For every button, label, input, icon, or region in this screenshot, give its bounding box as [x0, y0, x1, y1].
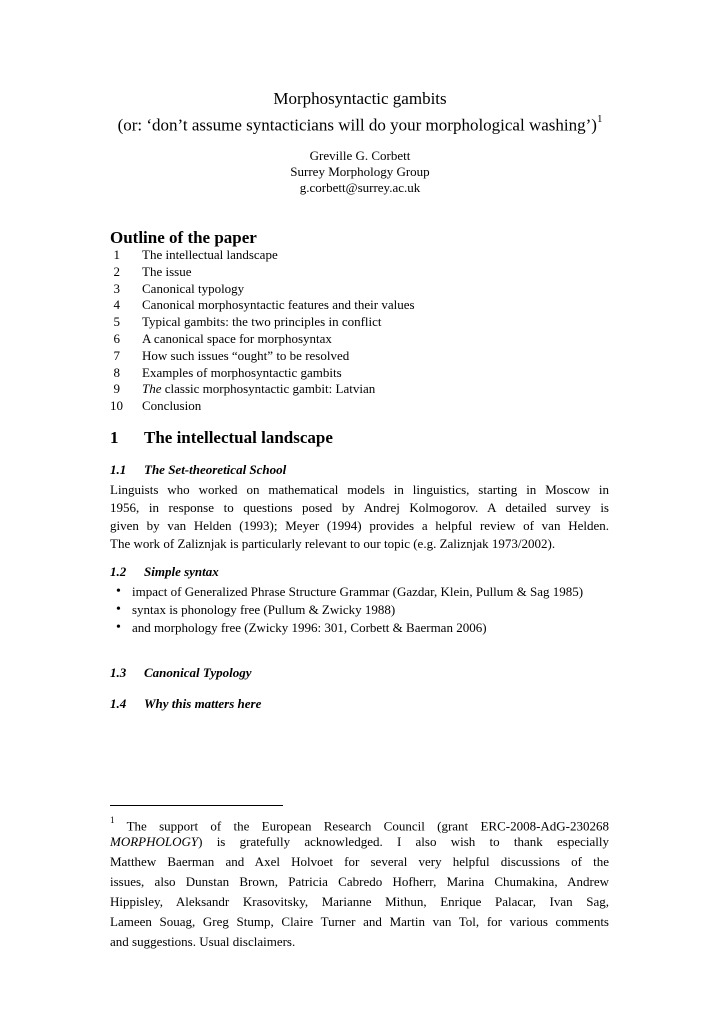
section-1-2-heading: 1.2 Simple syntax	[110, 564, 219, 579]
bullet-icon: •	[116, 602, 121, 617]
bullet-icon: •	[116, 620, 121, 635]
section-1-1-heading: 1.1 The Set-theoretical School	[110, 462, 287, 477]
section-1-2-bullets	[110, 583, 609, 637]
outline-item: 6 A canonical space for morphosyntax	[113, 330, 332, 346]
section-1-1-paragraph: Linguists who worked on mathematical models in linguistics, starting in Moscow in 1956, in response to questions posed by Andrej Kolmogorov. A detailed survey is given by van Helden (1993); Meyer (1994) provides a helpful review of van Helden. The work of Zaliznjak is particularly relevant to our topic (e.g. Zaliznjak 1973/2002).	[110, 482, 609, 551]
outline-item: 2 The issue	[113, 263, 192, 279]
outline-item: 5 Typical gambits: the two principles in conflict	[113, 314, 382, 330]
outline-item: 4 Canonical morphosyntactic features and their values	[113, 297, 415, 313]
outline-item: 7 How such issues “ought” to be resolved	[113, 347, 350, 363]
outline-heading: Outline of the paper	[110, 228, 257, 247]
section-1-heading: 1 The intellectual landscape	[110, 428, 333, 447]
footnote: $^1$ The support of the European Research Council (grant ERC-2008-AdG-230268 MORPHOLOGY) is gratefully acknowledged. I also wish to thank especially Matthew Baerman and Axel Holvoet for several very helpful discussions of the issues, also Dunstan Brown, Patricia Cabredo Hofherr, Marina Chumakina, Andrew Hippisley, Aleksandr Krasovitsky, Marianne Mithun, Enrique Palacar, Ivan Sag, Lameen Souag, Greg Stump, Claire Turner and Martin van Tol, for various comments and suggestions. Usual disclaimers.	[110, 815, 610, 949]
section-1-3-heading: 1.3 Canonical Typology	[110, 665, 252, 680]
outline-item: 9 The classic morphosyntactic gambit: Latvian	[113, 381, 376, 397]
paper-title: Morphosyntactic gambits	[273, 89, 447, 108]
paper-subtitle-text: (or: ‘don’t assume syntacticians will do your morphological washing’)	[117, 115, 597, 135]
footnote-mark: 1	[110, 815, 115, 825]
section-1-4-heading: 1.4 Why this matters here	[110, 696, 262, 711]
author-email: g.corbett@surrey.ac.uk	[299, 180, 421, 195]
author-name: Greville G. Corbett	[309, 148, 411, 163]
list-item: • impact of Generalized Phrase Structure Grammar (Gazdar, Klein, Pullum & Sag 1985)	[116, 584, 584, 599]
paper-subtitle	[0, 111, 720, 136]
outline-item: 8 Examples of morphosyntactic gambits	[113, 364, 342, 380]
outline-item: 10 Conclusion	[110, 398, 202, 414]
bullet-icon: •	[116, 584, 121, 599]
list-item: • syntax is phonology free (Pullum & Zwicky 1988)	[116, 602, 396, 617]
footnote-divider	[110, 805, 283, 806]
outline-list	[110, 247, 415, 415]
list-item: • and morphology free (Zwicky 1996: 301, Corbett & Baerman 2006)	[116, 620, 487, 635]
outline-item: 1 The intellectual landscape	[113, 247, 278, 262]
outline-item: 3 Canonical typology	[113, 280, 245, 296]
title-footnote-mark: 1	[596, 113, 603, 125]
author-affiliation: Surrey Morphology Group	[290, 164, 430, 179]
